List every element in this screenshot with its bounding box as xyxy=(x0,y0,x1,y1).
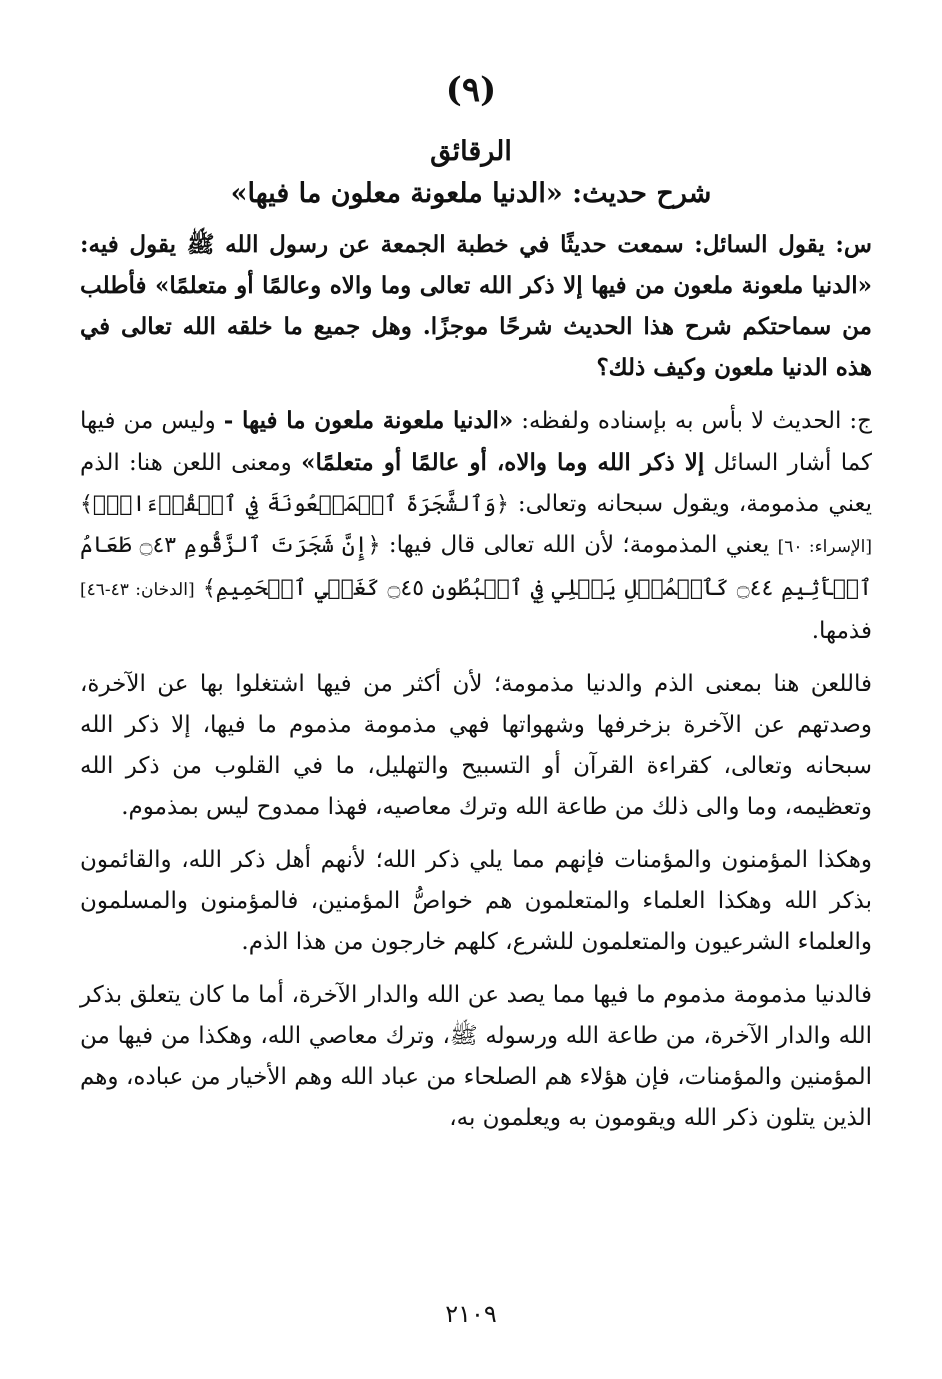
quran-verse-1: ﴿وَٱلشَّجَرَةَ ٱلۡمَلۡعُونَةَ فِي ٱلۡقُرۡءَانِۚ﴾ xyxy=(80,492,509,517)
after-verse-2: فذمها. xyxy=(811,618,872,644)
answer-middle: وليس من فيها كما أشار السائل xyxy=(80,408,872,476)
hadith-quote: «الدنيا ملعونة ملعون ما فيها - xyxy=(223,407,514,434)
hadith-title: شرح حديث: «الدنيا ملعونة معلون ما فيها» xyxy=(230,178,712,209)
quran-verse-2: ﴿إِنَّ شَجَرَتَ ٱلزَّقُّومِ ۝٤٣ طَعَامُ ٱلۡأَثِيمِ ۝٤٤ كَٱلۡمُهۡلِ يَغۡلِي فِي ٱلۡبُطُونِ ۝٤٥ كَغَلۡيِ ٱلۡحَمِيمِ﴾ xyxy=(80,533,873,601)
paragraph-3: فالدنيا مذمومة مذموم ما فيها مما يصد عن الله والدار الآخرة، أما ما كان يتعلق بذكر الله والدار الآخرة، من طاعة الله ورسوله ﷺ، وترك معاصي الله، وهكذا من فيها من المؤمنين والمؤمنات، فإن هؤلاء هم الصلحاء من عباد الله وهم الأخيار من عباده، وهم الذين يتلون ذكر الله ويقومون به ويعلمون به، xyxy=(80,982,872,1131)
answer-paragraph xyxy=(80,400,872,652)
section-title: الرقائق xyxy=(430,136,512,167)
answer-intro: ج: الحديث لا بأس به بإسناده ولفظه: xyxy=(521,408,873,434)
page-body xyxy=(80,224,872,1139)
paragraph-1: فاللعن هنا بمعنى الذم والدنيا مذمومة؛ لأن أكثر من فيها اشتغلوا بها عن الآخرة، وصدتهم عن الآخرة بزخرفها وشهواتها فهي مذمومة مذموم ما فيها، إلا ذكر الله سبحانه وتعالى، كقراءة القرآن أو التسبيح والتهليل، ما في القلوب من ذكر الله وتعظيمه، وما والى ذلك من طاعة الله وترك معاصيه، فهذا ممدوح ليس بمذموم. xyxy=(80,671,872,820)
after-verse-1: يعني المذمومة؛ لأن الله تعالى قال فيها: xyxy=(388,532,770,558)
paragraph-2: وهكذا المؤمنون والمؤمنات فإنهم مما يلي ذكر الله؛ لأنهم أهل ذكر الله، والقائمون بذكر الله وهكذا العلماء والمتعلمون هم خواصُّ المؤمنين، فالمؤمنون والمسلمون والعلماء الشرعيون والمتعلمون للشرع، كلهم خارجون من هذا الذم. xyxy=(80,847,872,955)
meaning-text: ومعنى اللعن هنا: الذم يعني مذمومة، ويقول سبحانه وتعالى: xyxy=(80,450,873,517)
question-paragraph: س: يقول السائل: سمعت حديثًا في خطبة الجمعة عن رسول الله ﷺ يقول فيه: «الدنيا ملعونة ملعون من فيها إلا ذكر الله تعالى وما والاه وعالمًا أو متعلمًا» فأطلب من سماحتكم شرح هذا الحديث شرحًا موجزًا. وهل جميع ما خلقه الله تعالى في هذه الدنيا ملعون وكيف ذلك؟ xyxy=(80,231,872,381)
citation-1: [الإسراء: ٦٠] xyxy=(777,537,873,557)
chapter-number: (٩) xyxy=(445,70,497,110)
page-number: ٢١٠٩ xyxy=(445,1300,497,1328)
hadith-exception: إلا ذكر الله وما والاه، أو عالمًا أو متعلمًا» xyxy=(301,449,705,476)
citation-2: [الدخان: ٤٣-٤٦] xyxy=(80,580,195,600)
